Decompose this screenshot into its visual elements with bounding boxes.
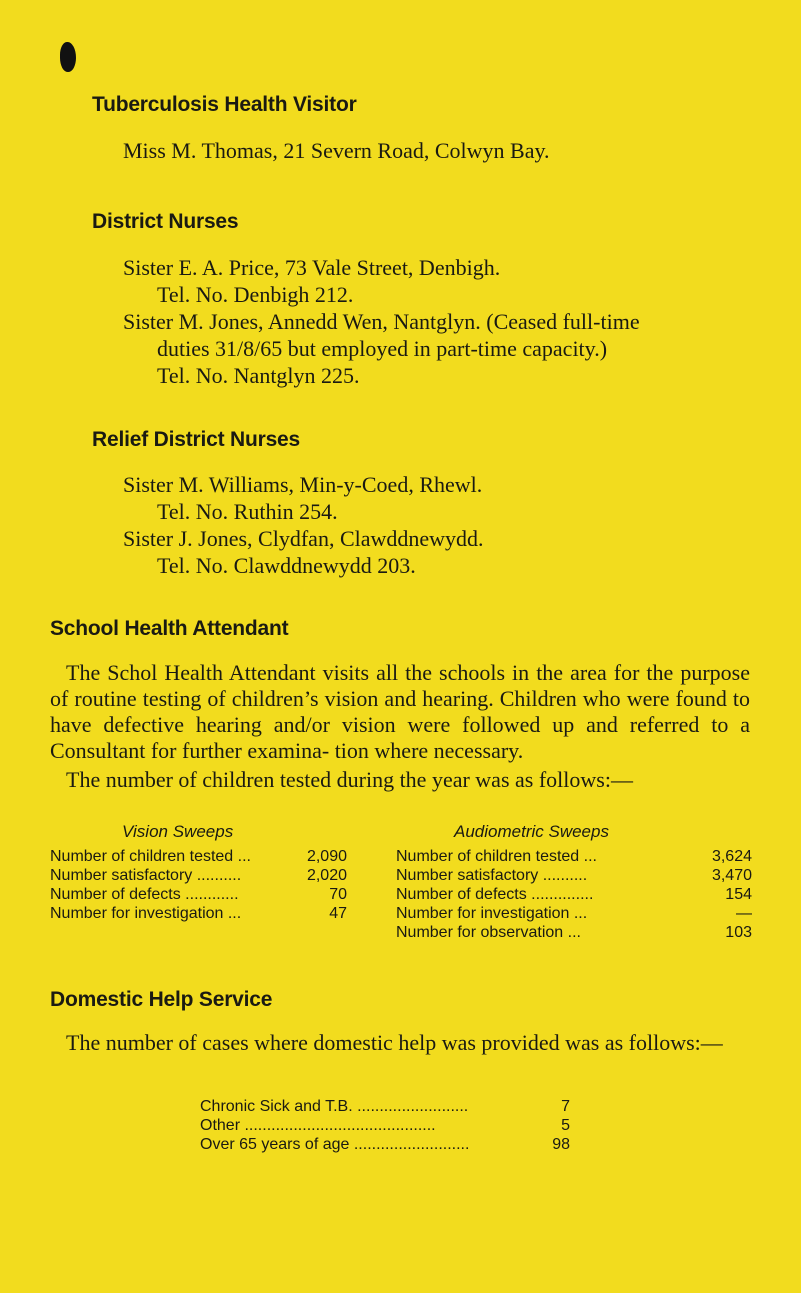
domestic-help-heading: Domestic Help Service bbox=[50, 988, 273, 1011]
relief-nurses-heading: Relief District Nurses bbox=[92, 428, 301, 451]
audio-row-label: Number of defects .............. bbox=[396, 886, 594, 903]
domestic-row-label: Chronic Sick and T.B. ......................... bbox=[200, 1098, 469, 1115]
audio-row-label: Number of children tested ... bbox=[396, 848, 597, 865]
audio-row-value: 154 bbox=[725, 886, 752, 903]
district-nurse-line-2: Tel. No. Denbigh 212. bbox=[157, 282, 354, 307]
tb-visitor-line: Miss M. Thomas, 21 Severn Road, Colwyn Bay. bbox=[123, 138, 550, 163]
audio-row-value: — bbox=[736, 905, 752, 922]
relief-nurse-line-3: Sister J. Jones, Clydfan, Clawddnewydd. bbox=[123, 526, 484, 551]
school-health-heading: School Health Attendant bbox=[50, 617, 289, 640]
vision-row-value: 47 bbox=[329, 905, 347, 922]
district-nurse-line-5: Tel. No. Nantglyn 225. bbox=[157, 363, 360, 388]
audio-row-label: Number for observation ... bbox=[396, 924, 581, 941]
district-nurses-heading: District Nurses bbox=[92, 210, 239, 233]
domestic-row-value: 5 bbox=[557, 1117, 570, 1135]
domestic-help-paragraph: The number of cases where domestic help was provided was as follows:— bbox=[66, 1030, 723, 1055]
vision-row-label: Number for investigation ... bbox=[50, 905, 242, 922]
audio-row-value: 3,470 bbox=[711, 867, 752, 884]
school-health-paragraph: The Schol Health Attendant visits all the schools in the area for the purpose of routine testing of children’s vision and hearing. Children who were found to have defective hearing and/or vision were followed up and referred to a Consultant for further examina- tion where necessary. bbox=[50, 660, 750, 763]
relief-nurse-line-2: Tel. No. Ruthin 254. bbox=[157, 499, 338, 524]
domestic-row-value: 98 bbox=[548, 1136, 570, 1154]
audio-row-label: Number for investigation ... bbox=[396, 905, 588, 922]
vision-sweeps-title: Vision Sweeps bbox=[122, 822, 234, 841]
domestic-row-label: Over 65 years of age .......................... bbox=[200, 1136, 470, 1153]
audio-row-value: 103 bbox=[725, 924, 752, 941]
domestic-row-value: 7 bbox=[557, 1098, 570, 1116]
vision-sweeps-table bbox=[50, 822, 350, 942]
audio-row-label: Number satisfactory .......... bbox=[396, 867, 588, 884]
district-nurse-line-1: Sister E. A. Price, 73 Vale Street, Denbigh. bbox=[123, 255, 501, 280]
ink-blot-mark bbox=[60, 42, 76, 72]
domestic-row-label: Other ........................................... bbox=[200, 1117, 436, 1134]
domestic-help-table bbox=[200, 1098, 572, 1168]
vision-row-value: 2,020 bbox=[306, 867, 347, 884]
vision-row-value: 70 bbox=[329, 886, 347, 903]
relief-nurse-line-1: Sister M. Williams, Min-y-Coed, Rhewl. bbox=[123, 472, 483, 497]
vision-row-value: 2,090 bbox=[306, 848, 347, 865]
district-nurse-line-4: duties 31/8/65 but employed in part-time capacity.) bbox=[157, 336, 608, 361]
vision-row-label: Number of children tested ... bbox=[50, 848, 251, 865]
district-nurse-line-3: Sister M. Jones, Annedd Wen, Nantglyn. (Ceased full-time bbox=[123, 309, 640, 334]
tb-visitor-heading: Tuberculosis Health Visitor bbox=[92, 93, 357, 116]
audiometric-sweeps-title: Audiometric Sweeps bbox=[454, 822, 609, 841]
vision-row-label: Number satisfactory .......... bbox=[50, 867, 242, 884]
school-health-intro: The number of children tested during the year was as follows:— bbox=[66, 767, 633, 792]
relief-nurse-line-4: Tel. No. Clawddnewydd 203. bbox=[157, 553, 416, 578]
vision-row-label: Number of defects ............ bbox=[50, 886, 239, 903]
audio-row-value: 3,624 bbox=[711, 848, 752, 865]
audiometric-sweeps-table bbox=[396, 822, 756, 962]
